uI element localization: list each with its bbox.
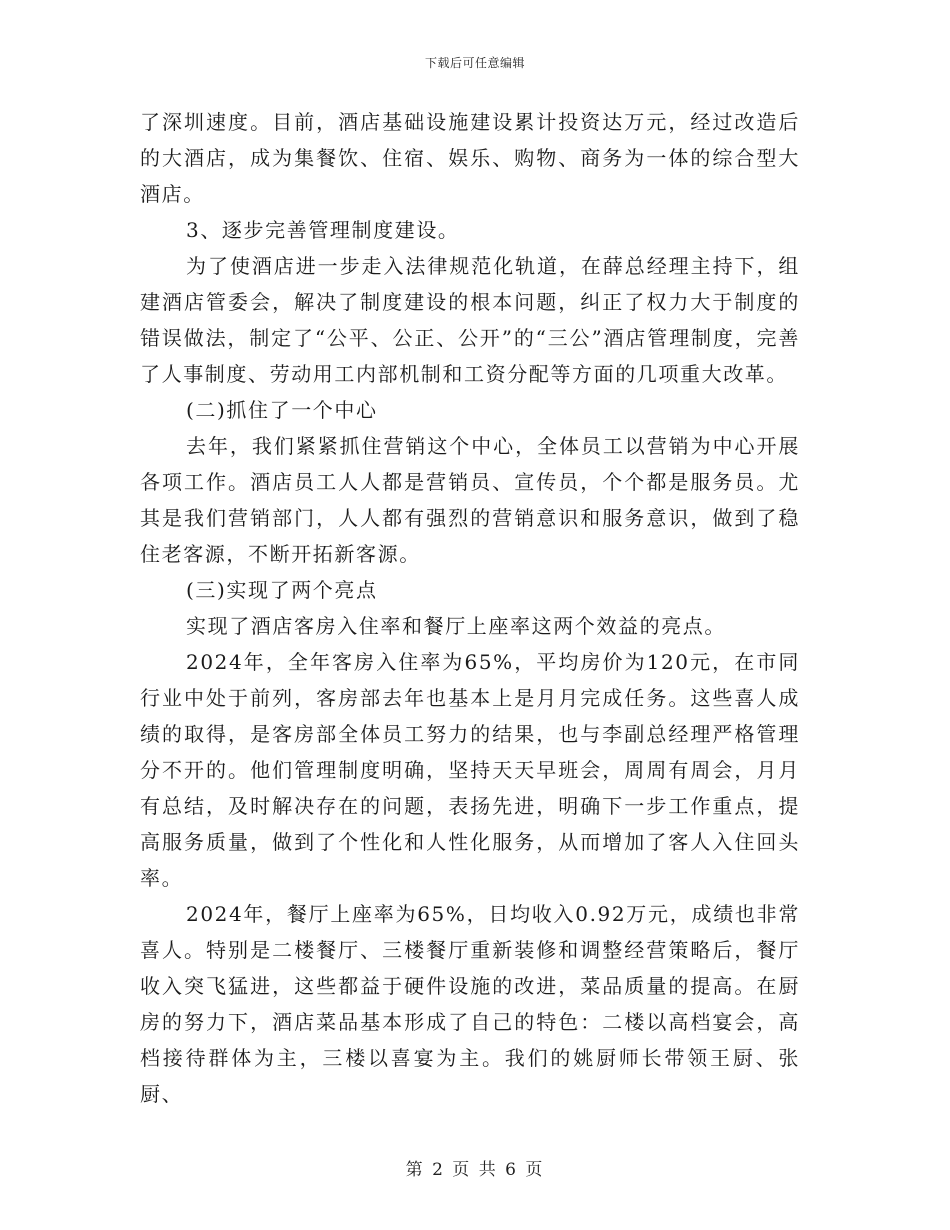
- paragraph: 2024年，全年客房入住率为65%，平均房价为120元，在市同行业中处于前列，客房部去年也基本上是月月完成任务。这些喜人成绩的取得，是客房部全体员工努力的结果，也与李副总经理严格管理分不开的。他们管理制度明确，坚持天天早班会，周周有周会，月月有总结，及时解决存在的问题，表扬先进，明确下一步工作重点，提高服务质量，做到了个性化和人性化服务，从而增加了客人入住回头率。: [140, 650, 800, 890]
- paragraph: 了深圳速度。目前，酒店基础设施建设累计投资达万元，经过改造后的大酒店，成为集餐饮、住宿、娱乐、购物、商务为一体的综合型大酒店。: [140, 110, 800, 206]
- page-number: 第 2 页 共 6 页: [405, 1160, 545, 1180]
- section-heading: (三)实现了两个亮点: [186, 578, 378, 602]
- paragraph: 实现了酒店客房入住率和餐厅上座率这两个效益的亮点。: [186, 614, 726, 638]
- paragraph: 2024年，餐厅上座率为65%，日均收入0.92万元，成绩也非常喜人。特别是二楼餐厅、三楼餐厅重新装修和调整经营策略后，餐厅收入突飞猛进，这些都益于硬件设施的改进，菜品质量的提高。在厨房的努力下，酒店菜品基本形成了自己的特色：二楼以高档宴会，高档接待群体为主，三楼以喜宴为主。我们的姚厨师长带领王厨、张厨、: [140, 902, 800, 1106]
- section-heading: 3、逐步完善管理制度建设。: [186, 218, 460, 242]
- paragraph: 为了使酒店进一步走入法律规范化轨道，在薛总经理主持下，组建酒店管委会，解决了制度建设的根本问题，纠正了权力大于制度的错误做法，制定了“公平、公正、公开”的“三公”酒店管理制度，完善了人事制度、劳动用工内部机制和工资分配等方面的几项重大改革。: [140, 254, 800, 386]
- paragraph: 去年，我们紧紧抓住营销这个中心，全体员工以营销为中心开展各项工作。酒店员工人人都是营销员、宣传员，个个都是服务员。尤其是我们营销部门，人人都有强烈的营销意识和服务意识，做到了稳住老客源，不断开拓新客源。: [140, 434, 800, 566]
- section-heading: (二)抓住了一个中心: [186, 398, 378, 422]
- document-body: [140, 104, 800, 1112]
- page-header: 下载后可任意编辑: [424, 56, 525, 70]
